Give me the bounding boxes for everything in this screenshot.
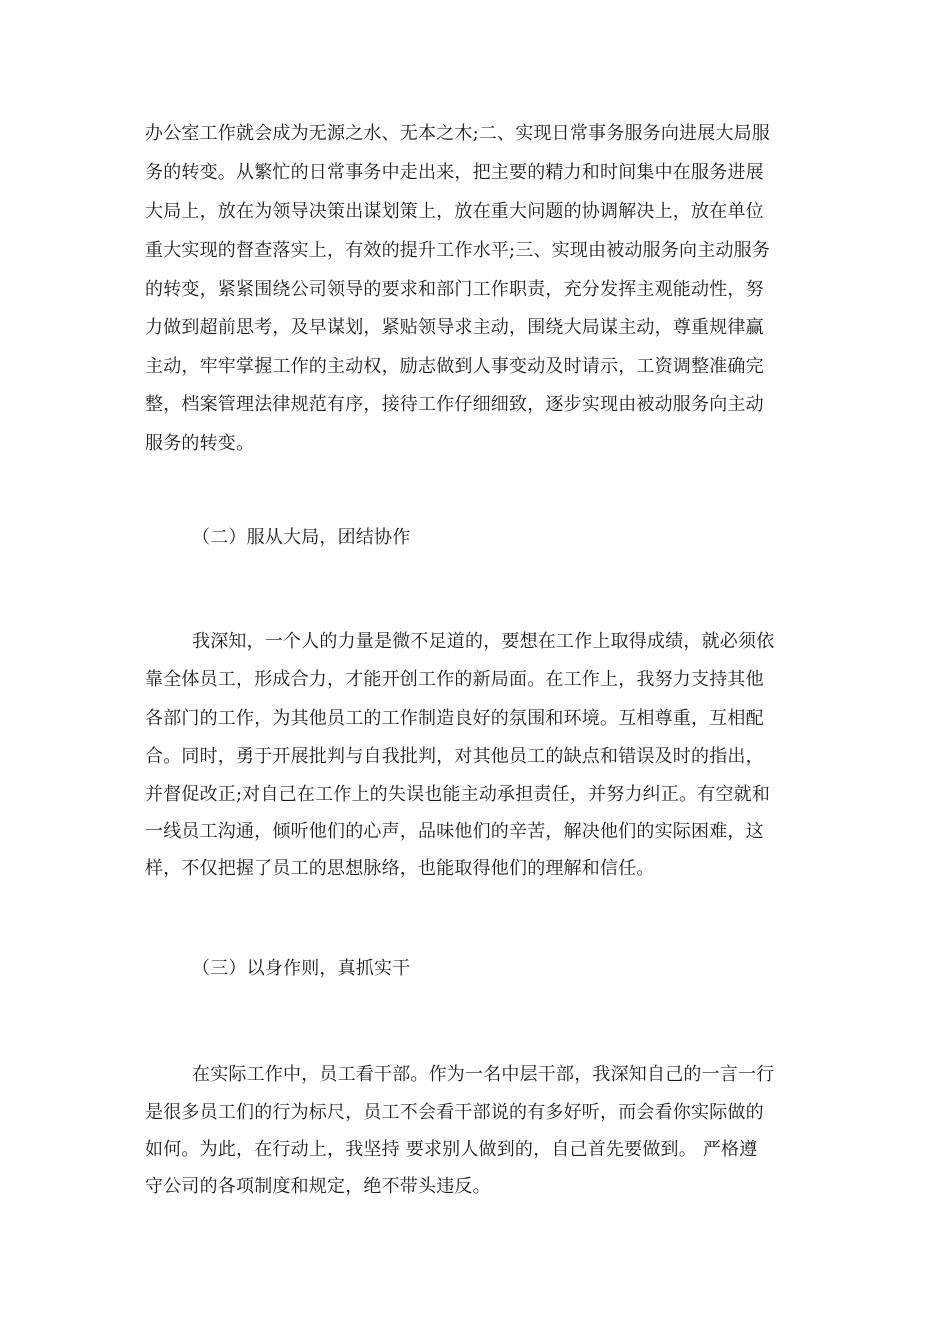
paragraph-1-line-6: 力做到超前思考，及早谋划，紧贴领导求主动，围绕大局谋主动，尊重规律赢: [145, 317, 764, 338]
paragraph-2-line-3: 各部门的工作，为其他员工的工作制造良好的氛围和环境。互相尊重，互相配: [145, 708, 764, 729]
paragraph-1-line-7: 主动，牢牢掌握工作的主动权，励志做到人事变动及时请示，工资调整准确完: [145, 356, 764, 377]
section-heading-2: （二）服从大局，团结协作: [192, 527, 411, 548]
paragraph-3-line-4: 守公司的各项制度和规定，绝不带头违反。: [145, 1176, 491, 1197]
paragraph-1-line-3: 大局上，放在为领导决策出谋划策上，放在重大问题的协调解决上，放在单位: [145, 201, 764, 222]
paragraph-1-line-1: 办公室工作就会成为无源之水、无本之木;二、实现日常事务服务向进展大局服: [145, 123, 771, 144]
paragraph-2-line-5: 并督促改正;对自己在工作上的失误也能主动承担责任，并努力纠正。有空就和: [145, 784, 771, 805]
paragraph-1-line-2: 务的转变。从繁忙的日常事务中走出来，把主要的精力和时间集中在服务进展: [145, 162, 764, 183]
paragraph-2-line-7: 样，不仅把握了员工的思想脉络，也能取得他们的理解和信任。: [145, 858, 655, 879]
paragraph-3-line-1: 在实际工作中，员工看干部。作为一名中层干部，我深知自己的一言一行: [192, 1064, 775, 1085]
paragraph-1-line-8: 整，档案管理法律规范有序，接待工作仔细细致，逐步实现由被动服务向主动: [145, 394, 764, 415]
paragraph-3-line-3: 如何。为此，在行动上，我坚持 要求别人做到的，自己首先要做到。 严格遵: [145, 1139, 758, 1160]
paragraph-3-line-2: 是很多员工们的行为标尺，员工不会看干部说的有多好听，而会看你实际做的: [145, 1102, 764, 1123]
paragraph-2-line-1: 我深知，一个人的力量是微不足道的，要想在工作上取得成绩，就必须依: [192, 631, 775, 652]
paragraph-1-line-5: 的转变，紧紧围绕公司领导的要求和部门工作职责，充分发挥主观能动性，努: [145, 279, 764, 300]
paragraph-2-line-2: 靠全体员工，形成合力，才能开创工作的新局面。在工作上，我努力支持其他: [145, 669, 764, 690]
section-heading-3: （三）以身作则，真抓实干: [192, 958, 411, 979]
paragraph-1-line-4: 重大实现的督查落实上，有效的提升工作水平;三、实现由被动服务向主动服务: [145, 240, 771, 261]
paragraph-2-line-6: 一线员工沟通，倾听他们的心声，品味他们的辛苦，解决他们的实际困难，这: [145, 821, 764, 842]
paragraph-2-line-4: 合。同时，勇于开展批判与自我批判，对其他员工的缺点和错误及时的指出，: [145, 746, 764, 767]
paragraph-1-line-9: 服务的转变。: [145, 433, 255, 454]
